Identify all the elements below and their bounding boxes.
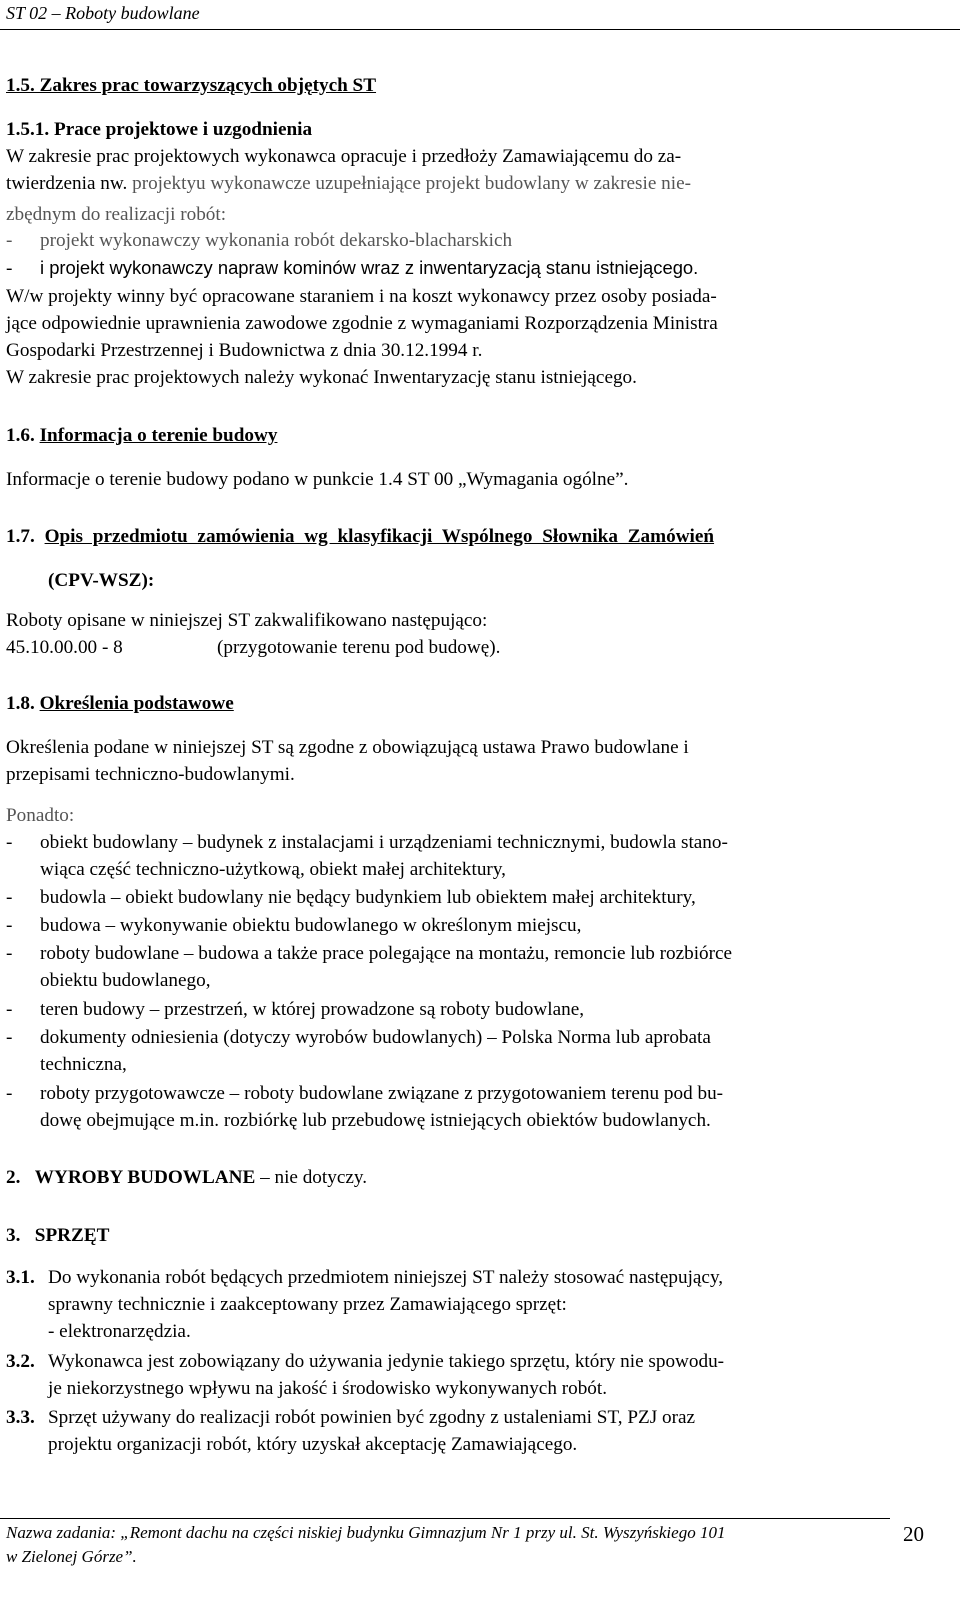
definition-item: teren budowy – przestrzeń, w której prowadzone są roboty budowlane,: [40, 999, 585, 1020]
s18-ponadto: Ponadto:: [6, 805, 75, 826]
p31-line1: Do wykonania robót będących przedmiotem niniejszej ST należy stosować następujący,: [48, 1267, 724, 1288]
definition-item: budowla – obiekt budowlany nie będący budynkiem lub obiektem małej architektury,: [40, 887, 696, 908]
s151-line1: W zakresie prac projektowych wykonawca opracuje i przedłoży Zamawiającemu do za-: [6, 146, 682, 167]
section-1-5-heading: 1.5. Zakres prac towarzyszących objętych ST: [6, 75, 377, 96]
s151-p3: W zakresie prac projektowych należy wykonać Inwentaryzację stanu istniejącego.: [6, 367, 637, 388]
p32-number: 3.2.: [6, 1351, 35, 1372]
definition-item-cont: techniczna,: [40, 1054, 127, 1075]
list-dash: -: [6, 230, 13, 251]
footer-rule: [0, 1518, 890, 1519]
section-1-6-heading: 1.6. Informacja o terenie budowy: [6, 425, 278, 446]
s151-p2-line2: jące odpowiednie uprawnienia zawodowe zgodnie z wymaganiami Rozporządzenia Ministra: [6, 313, 718, 334]
footer-task-name-cont: w Zielonej Górze”.: [6, 1547, 137, 1566]
p33-number: 3.3.: [6, 1407, 35, 1428]
s17-text: Roboty opisane w niniejszej ST zakwalifikowano następująco:: [6, 610, 488, 631]
s18-p1-line2: przepisami techniczno-budowlanymi.: [6, 764, 295, 785]
header-rule: [0, 29, 960, 30]
definition-item: roboty budowlane – budowa a także prace polegające na montażu, remoncie lub rozbiórce: [40, 943, 733, 964]
p32-line2: je niekorzystnego wpływu na jakość i środowisko wykonywanych robót.: [48, 1378, 608, 1399]
cpv-code: 45.10.00.00 - 8: [6, 637, 123, 658]
section-3-heading: 3. SPRZĘT: [6, 1225, 110, 1246]
p33-line1: Sprzęt używany do realizacji robót powinien być zgodny z ustaleniami ST, PZJ oraz: [48, 1407, 696, 1428]
s16-text: Informacje o terenie budowy podano w punkcie 1.4 ST 00 „Wymagania ogólne”.: [6, 469, 629, 490]
definition-item: roboty przygotowawcze – roboty budowlane związane z przygotowaniem terenu pod bu-: [40, 1083, 724, 1104]
section-2-heading: 2. WYROBY BUDOWLANE – nie dotyczy.: [6, 1167, 367, 1188]
page-number: 20: [903, 1522, 924, 1546]
section-1-8-heading: 1.8. Określenia podstawowe: [6, 693, 234, 714]
definition-item-cont: dowę obejmujące m.in. rozbiórkę lub przebudowę istniejących obiektów budowlanych.: [40, 1110, 711, 1131]
p33-line2: projektu organizacji robót, który uzyskał akceptację Zamawiającego.: [48, 1434, 578, 1455]
definition-item: dokumenty odniesienia (dotyczy wyrobów budowlanych) – Polska Norma lub aprobata: [40, 1027, 711, 1048]
list-dash: -: [6, 258, 13, 279]
p32-line1: Wykonawca jest zobowiązany do używania jedynie takiego sprzętu, który nie spowodu-: [48, 1351, 725, 1372]
definition-item-cont: wiąca część techniczno-użytkową, obiekt małej architektury,: [40, 859, 506, 880]
p31-line3: - elektronarzędzia.: [48, 1321, 191, 1342]
definition-item-cont: obiektu budowlanego,: [40, 970, 211, 991]
p31-line2: sprawny technicznie i zaakceptowany przez Zamawiającego sprzęt:: [48, 1294, 567, 1315]
list-dash: -: [6, 1083, 13, 1104]
s17-sub: (CPV-WSZ):: [48, 570, 155, 591]
list-dash: -: [6, 915, 13, 936]
s151-line3: zbędnym do realizacji robót:: [6, 204, 227, 225]
list-dash: -: [6, 887, 13, 908]
footer-task-name: Nazwa zadania: „Remont dachu na części niskiej budynku Gimnazjum Nr 1 przy ul. St. Wyszyńskiego 101: [6, 1523, 726, 1542]
s151-line2: twierdzenia nw. projektyu wykonawcze uzupełniające projekt budowlany w zakresie nie-: [6, 173, 691, 194]
s151-item2: i projekt wykonawczy napraw kominów wraz z inwentaryzacją stanu istniejącego.: [40, 257, 699, 278]
s151-item1: projekt wykonawczy wykonania robót dekarsko-blacharskich: [40, 230, 513, 251]
list-dash: -: [6, 999, 13, 1020]
s18-p1-line1: Określenia podane w niniejszej ST są zgodne z obowiązującą ustawa Prawo budowlane i: [6, 737, 689, 758]
cpv-description: (przygotowanie terenu pod budowę).: [217, 637, 501, 658]
list-dash: -: [6, 943, 13, 964]
list-dash: -: [6, 832, 13, 853]
list-dash: -: [6, 1027, 13, 1048]
s151-p2-line3: Gospodarki Przestrzennej i Budownictwa z dnia 30.12.1994 r.: [6, 340, 483, 361]
section-1-5-1-heading: 1.5.1. Prace projektowe i uzgodnienia: [6, 119, 313, 140]
definition-item: obiekt budowlany – budynek z instalacjami i urządzeniami technicznymi, budowla stano-: [40, 832, 728, 853]
page-header-title: ST 02 – Roboty budowlane: [6, 3, 200, 23]
s151-p2-line1: W/w projekty winny być opracowane staraniem i na koszt wykonawcy przez osoby posiada-: [6, 286, 717, 307]
section-1-7-heading: 1.7. Opis przedmiotu zamówienia wg klasyfikacji Wspólnego Słownika Zamówień: [6, 526, 715, 547]
p31-number: 3.1.: [6, 1267, 35, 1288]
definition-item: budowa – wykonywanie obiektu budowlanego w określonym miejscu,: [40, 915, 582, 936]
